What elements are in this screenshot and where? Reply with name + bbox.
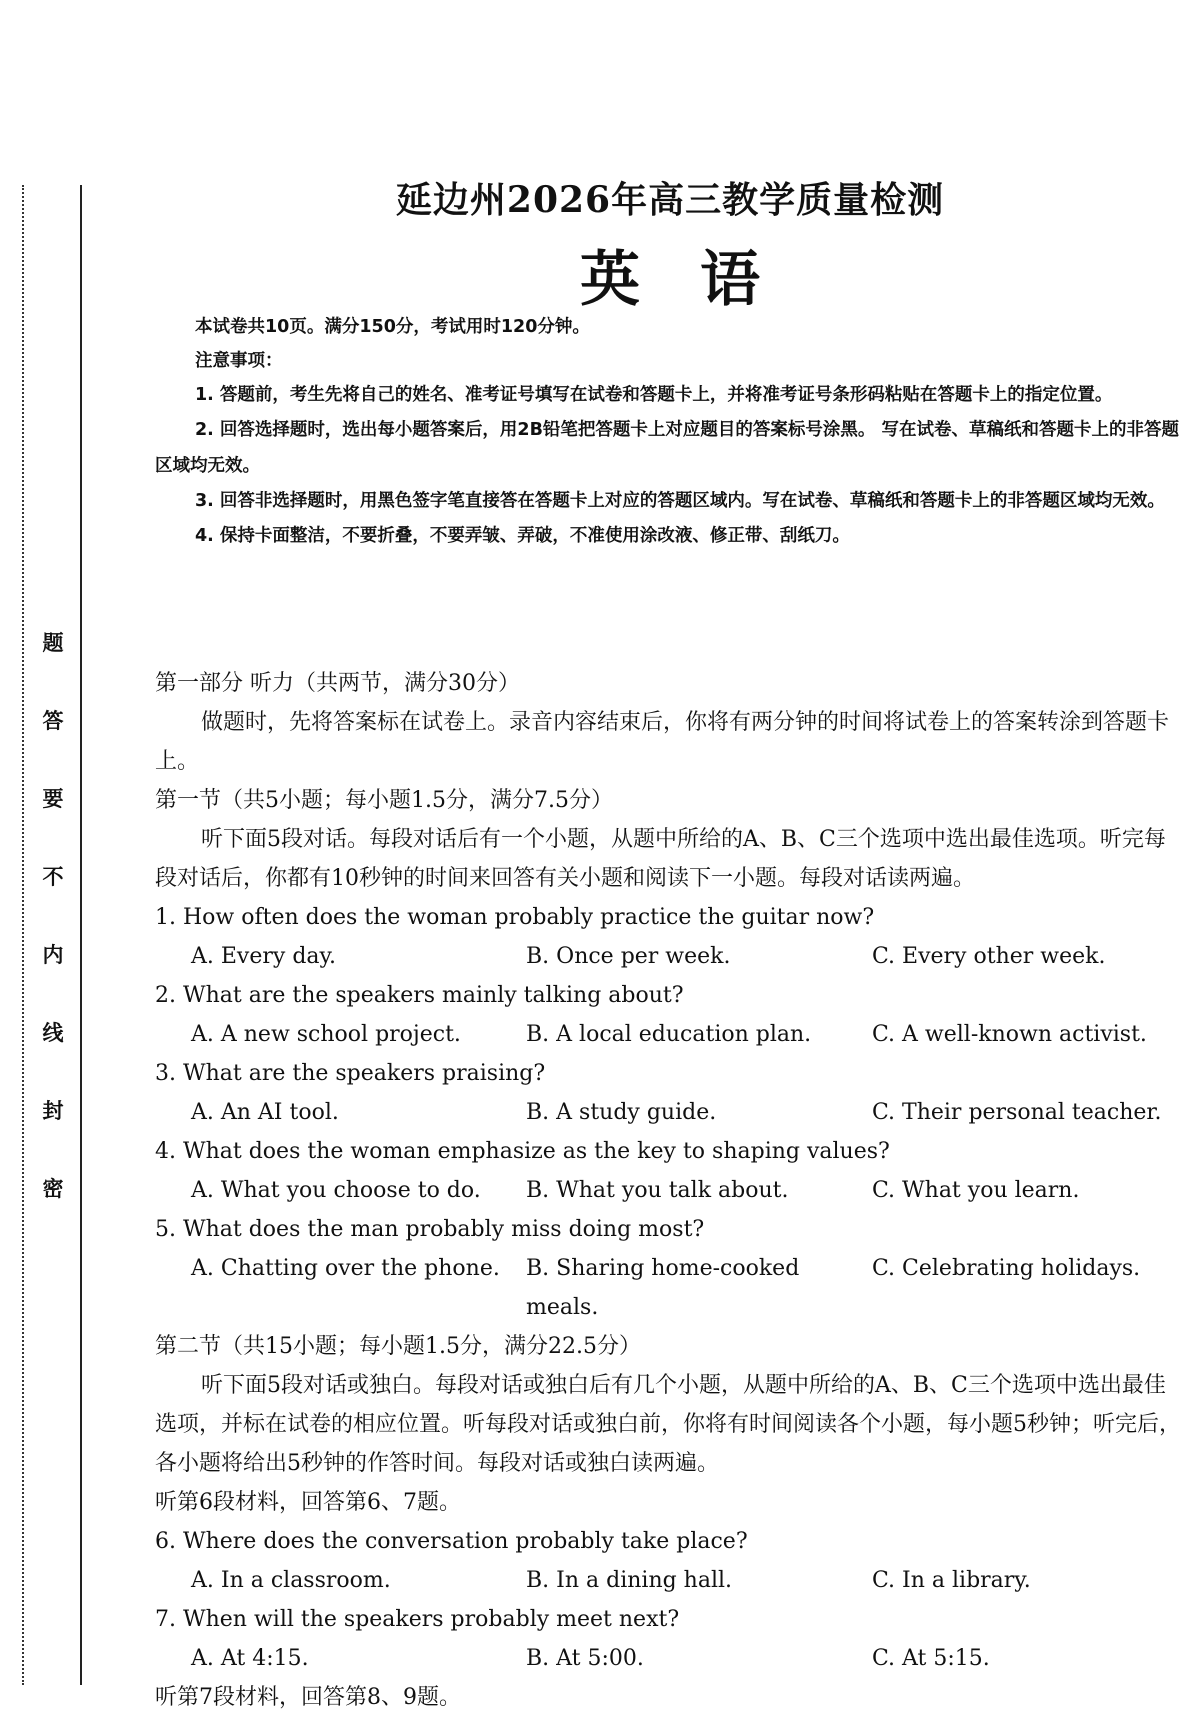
question-text: 5. What does the man probably miss doing most? (155, 1217, 705, 1242)
question-block (155, 1054, 1185, 1132)
question-text: 1. How often does the woman probably practice the guitar now? (155, 905, 875, 930)
question-text: 7. When will the speakers probably meet next? (155, 1607, 680, 1632)
option-c: C. What you learn. (872, 1178, 1080, 1203)
seal-char: 要 (42, 787, 64, 811)
option-a: A. An AI tool. (191, 1100, 339, 1125)
question-options (155, 1093, 1185, 1132)
option-b: B. In a dining hall. (526, 1568, 733, 1593)
option-a: A. What you choose to do. (191, 1178, 481, 1203)
notice-item: 3. 回答非选择题时，用黑色签字笔直接答在答题卡上对应的答题区域内。写在试卷、草稿纸和答题卡上的非答题区域均无效。 (195, 491, 1165, 511)
section2-heading: 第二节（共15小题；每小题1.5分，满分22.5分） (155, 1334, 641, 1359)
exam-title: 延边州2026年高三教学质量检测 (395, 179, 945, 221)
exam-notes (155, 310, 1185, 554)
option-a: A. Every day. (191, 944, 337, 969)
option-b: B. At 5:00. (526, 1646, 644, 1671)
option-b: B. A local education plan. (526, 1022, 812, 1047)
part1-instruction: 做题时，先将答案标在试卷上。录音内容结束后，你将有两分钟的时间将试卷上的答案转涂到答题卡上。 (155, 710, 1170, 774)
question-block (155, 976, 1185, 1054)
option-a: A. At 4:15. (191, 1646, 309, 1671)
question-block (155, 1132, 1185, 1210)
option-c: C. Celebrating holidays. (872, 1256, 1141, 1281)
notice-label: 注意事项： (195, 351, 283, 371)
notice-item: 2. 回答选择题时，选出每小题答案后，用2B铅笔把答题卡上对应题目的答案标号涂黑。 写在试卷、草稿纸和答题卡上的非答题区域均无效。 (155, 420, 1180, 476)
question-options (155, 1171, 1185, 1210)
section1-heading: 第一节（共5小题；每小题1.5分，满分7.5分） (155, 788, 613, 813)
part1-heading: 第一部分 听力（共两节，满分30分） (155, 671, 520, 696)
option-c: C. Their personal teacher. (872, 1100, 1162, 1125)
question-text: 2. What are the speakers mainly talking about? (155, 983, 684, 1008)
option-b: B. Sharing home-cooked meals. (526, 1256, 800, 1320)
option-a: A. In a classroom. (191, 1568, 391, 1593)
seal-char: 不 (42, 865, 64, 889)
question-text: 4. What does the woman emphasize as the key to shaping values? (155, 1139, 890, 1164)
question-block (155, 1600, 1185, 1678)
notice-item: 1. 答题前，考生先将自己的姓名、准考证号填写在试卷和答题卡上，并将准考证号条形码粘贴在答题卡上的指定位置。 (195, 385, 1113, 405)
question-options (155, 1639, 1185, 1678)
section1-instruction: 听下面5段对话。每段对话后有一个小题，从题中所给的A、B、C三个选项中选出最佳选项。听完每段对话后，你都有10秒钟的时间来回答有关小题和阅读下一小题。每段对话读两遍。 (155, 827, 1166, 891)
binding-solid-line (80, 185, 82, 1685)
binding-dotted-line (22, 185, 24, 1685)
question-text: 6. Where does the conversation probably take place? (155, 1529, 748, 1554)
subject-title: 英语 (580, 245, 820, 315)
option-c: C. In a library. (872, 1568, 1031, 1593)
seal-char: 线 (42, 1021, 64, 1045)
question-block (155, 1210, 1185, 1327)
question-block (155, 898, 1185, 976)
seal-char: 内 (42, 943, 64, 967)
option-b: B. What you talk about. (526, 1178, 789, 1203)
question-block (155, 1522, 1185, 1600)
material-label: 听第6段材料，回答第6、7题。 (155, 1490, 461, 1515)
notice-item: 4. 保持卡面整洁，不要折叠，不要弄皱、弄破，不准使用涂改液、修正带、刮纸刀。 (195, 526, 850, 546)
question-text: 3. What are the speakers praising? (155, 1061, 546, 1086)
seal-char: 密 (42, 1177, 64, 1201)
question-options (155, 1249, 1185, 1327)
question-options (155, 937, 1185, 976)
seal-char: 题 (42, 631, 64, 655)
listening-part (155, 664, 1185, 1717)
option-c: C. At 5:15. (872, 1646, 990, 1671)
material-label: 听第7段材料，回答第8、9题。 (155, 1685, 461, 1710)
binding-seal-text (40, 630, 66, 1254)
option-b: B. A study guide. (526, 1100, 717, 1125)
option-a: A. A new school project. (191, 1022, 461, 1047)
option-c: C. A well-known activist. (872, 1022, 1147, 1047)
seal-char: 封 (42, 1099, 64, 1123)
question-options (155, 1561, 1185, 1600)
section2-instruction: 听下面5段对话或独白。每段对话或独白后有几个小题，从题中所给的A、B、C三个选项中选出最佳选项，并标在试卷的相应位置。听每段对话或独白前，你将有时间阅读各个小题，每小题5秒钟；听完后，各小题将给出5秒钟的作答时间。每段对话或独白读两遍。 (155, 1373, 1182, 1476)
option-c: C. Every other week. (872, 944, 1106, 969)
exam-summary: 本试卷共10页。满分150分，考试用时120分钟。 (195, 317, 590, 337)
option-b: B. Once per week. (526, 944, 731, 969)
question-options (155, 1015, 1185, 1054)
seal-char: 答 (42, 709, 64, 733)
option-a: A. Chatting over the phone. (191, 1256, 500, 1281)
